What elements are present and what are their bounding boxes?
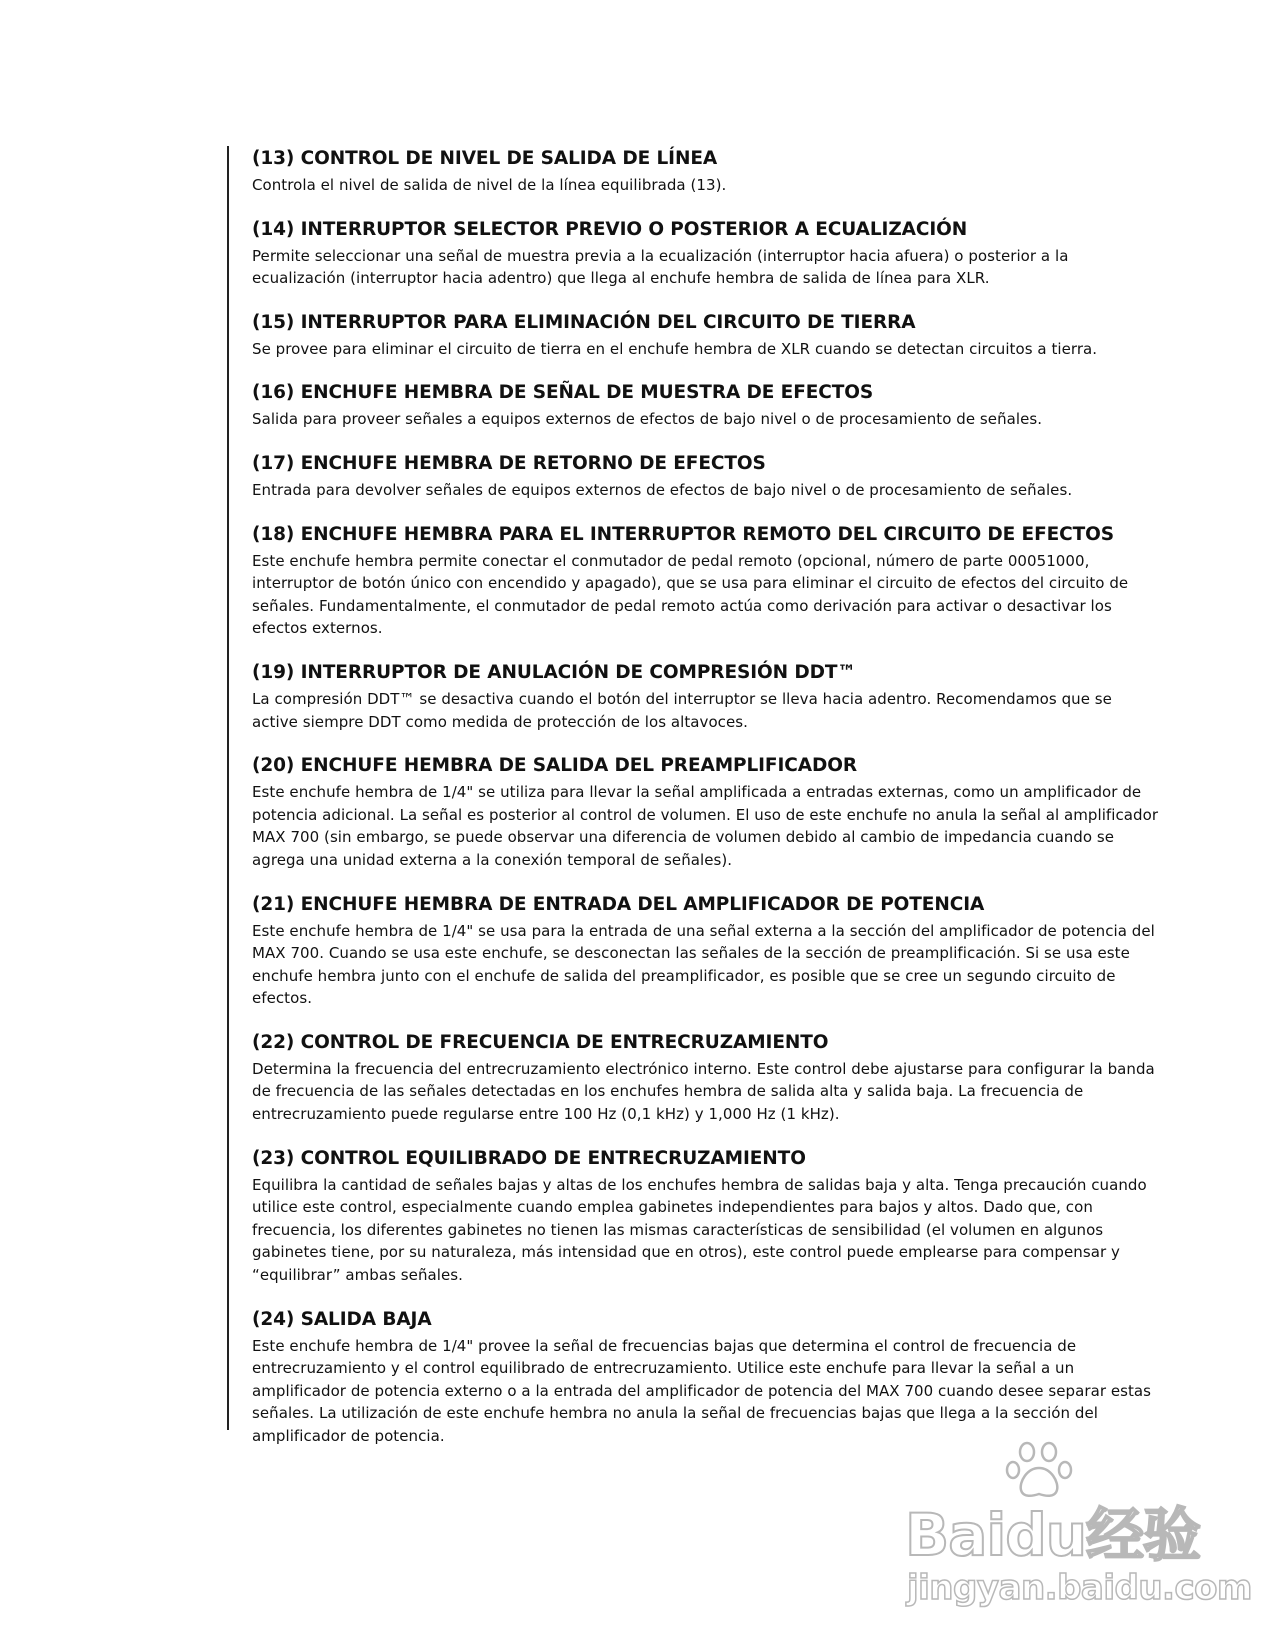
section-text: Salida para proveer señales a equipos externos de efectos de bajo nivel o de procesamiento de señales. xyxy=(252,410,1043,429)
section-title: (13) CONTROL DE NIVEL DE SALIDA DE LÍNEA xyxy=(252,148,718,169)
section-14 xyxy=(252,218,1162,290)
section-title: (20) ENCHUFE HEMBRA DE SALIDA DEL PREAMPLIFICADOR xyxy=(252,755,857,777)
section-17 xyxy=(252,452,1162,502)
section-19 xyxy=(252,661,1162,733)
section-text: Este enchufe hembra de 1/4" se usa para la entrada de una señal externa a la sección del amplificador de potencia del MAX 700. Cuando se usa este enchufe, se desconectan las señales de la sección de preamplificación. Si se usa este enchufe hembra junto con el enchufe de salida del preamplificador, es posible que se cree un segundo circuito de efectos. xyxy=(252,921,1155,1008)
section-text: Se provee para eliminar el circuito de tierra en el enchufe hembra de XLR cuando se detectan circuitos a tierra. xyxy=(252,339,1098,358)
watermark-url: jingyan.baidu.com xyxy=(907,1568,1252,1608)
section-title: (14) INTERRUPTOR SELECTOR PREVIO O POSTERIOR A ECUALIZACIÓN xyxy=(252,218,968,240)
section-21 xyxy=(252,893,1162,1010)
section-text: La compresión DDT™ se desactiva cuando el botón del interruptor se lleva hacia adentro. Recomendamos que se active siempre DDT como medida de protección de los altavoces. xyxy=(252,689,1112,731)
section-22 xyxy=(252,1031,1162,1126)
section-title: (24) SALIDA BAJA xyxy=(252,1308,432,1330)
section-15 xyxy=(252,311,1162,361)
section-title: (17) ENCHUFE HEMBRA DE RETORNO DE EFECTOS xyxy=(252,452,766,474)
margin-rule xyxy=(227,146,229,1430)
baidu-watermark xyxy=(905,1440,1252,1620)
document-body xyxy=(252,147,1162,1469)
section-text: Determina la frecuencia del entrecruzamiento electrónico interno. Este control debe ajustarse para configurar la banda de frecuencia de las señales detectadas en los enchufes hembra de salida alta y salida baja. La frecuencia de entrecruzamiento puede regularse entre 100 Hz (0,1 kHz) y 1,000 Hz (1 kHz). xyxy=(252,1059,1155,1124)
section-text: Entrada para devolver señales de equipos externos de efectos de bajo nivel o de procesamiento de señales. xyxy=(252,480,1073,499)
section-13 xyxy=(252,147,1162,197)
section-text: Este enchufe hembra permite conectar el conmutador de pedal remoto (opcional, número de parte 00051000, interruptor de botón único con encendido y apagado), que se usa para eliminar el circuito de efectos del circuito de señales. Fundamentalmente, el conmutador de pedal remoto actúa como derivación para activar o desactivar los efectos externos. xyxy=(252,551,1129,638)
section-text: Controla el nivel de salida de nivel de la línea equilibrada (13). xyxy=(252,176,727,194)
section-text: Este enchufe hembra de 1/4" se utiliza para llevar la señal amplificada a entradas externas, como un amplificador de potencia adicional. La señal es posterior al control de volumen. El uso de este enchufe no anula la señal al amplificador MAX 700 (sin embargo, se puede observar una diferencia de volumen debido al cambio de impedancia cuando se agrega una unidad externa a la conexión temporal de señales). xyxy=(252,783,1159,869)
section-18 xyxy=(252,523,1162,640)
section-title: (23) CONTROL EQUILIBRADO DE ENTRECRUZAMIENTO xyxy=(252,1147,806,1169)
section-title: (22) CONTROL DE FRECUENCIA DE ENTRECRUZAMIENTO xyxy=(252,1031,829,1053)
section-title: (16) ENCHUFE HEMBRA DE SEÑAL DE MUESTRA DE EFECTOS xyxy=(252,382,874,404)
section-title: (21) ENCHUFE HEMBRA DE ENTRADA DEL AMPLIFICADOR DE POTENCIA xyxy=(252,893,985,915)
section-text: Equilibra la cantidad de señales bajas y altas de los enchufes hembra de salidas baja y alta. Tenga precaución cuando utilice este control, especialmente cuando emplea gabinetes independientes para bajos y altos. Dado que, con frecuencia, los diferentes gabinetes no tienen las mismas características de sensibilidad (el volumen en algunos gabinetes tiene, por su naturaleza, más intensidad que en otros), este control puede emplearse para compensar y “equilibrar” ambas señales. xyxy=(252,1175,1147,1285)
section-text: Permite seleccionar una señal de muestra previa a la ecualización (interruptor hacia afuera) o posterior a la ecualización (interruptor hacia adentro) que llega al enchufe hembra de salida de línea para XLR. xyxy=(252,246,1069,288)
section-23 xyxy=(252,1147,1162,1287)
section-20 xyxy=(252,754,1162,871)
section-title: (19) INTERRUPTOR DE ANULACIÓN DE COMPRESIÓN DDT™ xyxy=(252,661,856,683)
watermark-logo: Baidu经验 xyxy=(905,1501,1201,1569)
section-16 xyxy=(252,381,1162,431)
section-title: (15) INTERRUPTOR PARA ELIMINACIÓN DEL CIRCUITO DE TIERRA xyxy=(252,311,916,333)
section-text: Este enchufe hembra de 1/4" provee la señal de frecuencias bajas que determina el control de frecuencia de entrecruzamiento y el control equilibrado de entrecruzamiento. Utilice este enchufe para llevar la señal a un amplificador de potencia externo o a la entrada del amplificador de potencia del MAX 700 cuando desee separar estas señales. La utilización de este enchufe hembra no anula la señal de frecuencias bajas que llega a la sección del amplificador de potencia. xyxy=(252,1336,1152,1445)
section-24 xyxy=(252,1308,1162,1448)
section-title: (18) ENCHUFE HEMBRA PARA EL INTERRUPTOR REMOTO DEL CIRCUITO DE EFECTOS xyxy=(252,523,1115,545)
